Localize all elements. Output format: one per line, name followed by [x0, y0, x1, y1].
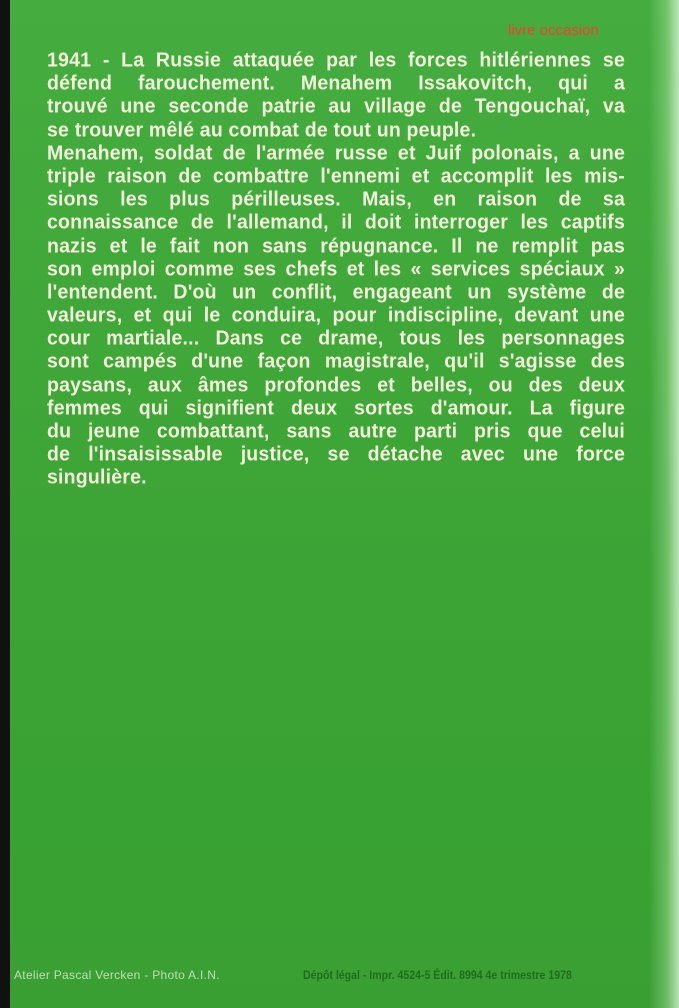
blurb-line: de l'insaisissable justice, se détache avec une force	[47, 442, 625, 466]
blurb-line: trouvé une seconde patrie au village de Tengouchaï, va	[47, 94, 625, 118]
blurb-line: nazis et le fait non sans répugnance. Il ne remplit pas	[47, 233, 625, 258]
blurb-line: défend farouchement. Menahem Issakovitch, qui a	[47, 71, 625, 95]
blurb-line: singulière.	[47, 465, 147, 489]
blurb-line: Menahem, soldat de l'armée russe et Juif polonais, a une	[47, 141, 625, 165]
credits: Atelier Pascal Vercken - Photo A.I.N.	[14, 968, 220, 982]
blurb-line: femmes qui signifient deux sortes d'amour. La figure	[47, 396, 625, 420]
blurb-line: sions les plus périlleuses. Mais, en raison de sa	[47, 187, 625, 211]
blurb-line: l'entendent. D'où un conflit, engageant un système de	[47, 280, 625, 304]
blurb-text	[47, 49, 625, 490]
blurb-line: triple raison de combattre l'ennemi et accomplit les mis-	[47, 164, 625, 188]
blurb-line: cour martiale... Dans ce drame, tous les personnages	[47, 326, 625, 350]
blurb-line: sont campés d'une façon magistrale, qu'il s'agisse des	[47, 349, 625, 373]
blurb-line: son emploi comme ses chefs et les « services spéciaux »	[47, 257, 625, 281]
watermark: livre occasion	[508, 22, 599, 39]
legal-deposit: Dépôt légal - Impr. 4524-5 Édit. 8994 4e trimestre 1978	[303, 968, 572, 982]
blurb-line: 1941 - La Russie attaquée par les forces hitlériennes se	[47, 48, 625, 72]
blurb-line: du jeune combattant, sans autre parti pris que celui	[47, 419, 625, 443]
blurb-line: se trouver mêlé au combat de tout un peuple.	[47, 117, 477, 142]
blurb-line: valeurs, et qui le conduira, pour indiscipline, devant une	[47, 303, 625, 327]
blurb-line: paysans, aux âmes profondes et belles, ou des deux	[47, 373, 625, 397]
cover-edge-wear	[649, 0, 679, 1008]
blurb-line: connaissance de l'allemand, il doit interroger les captifs	[47, 210, 625, 234]
